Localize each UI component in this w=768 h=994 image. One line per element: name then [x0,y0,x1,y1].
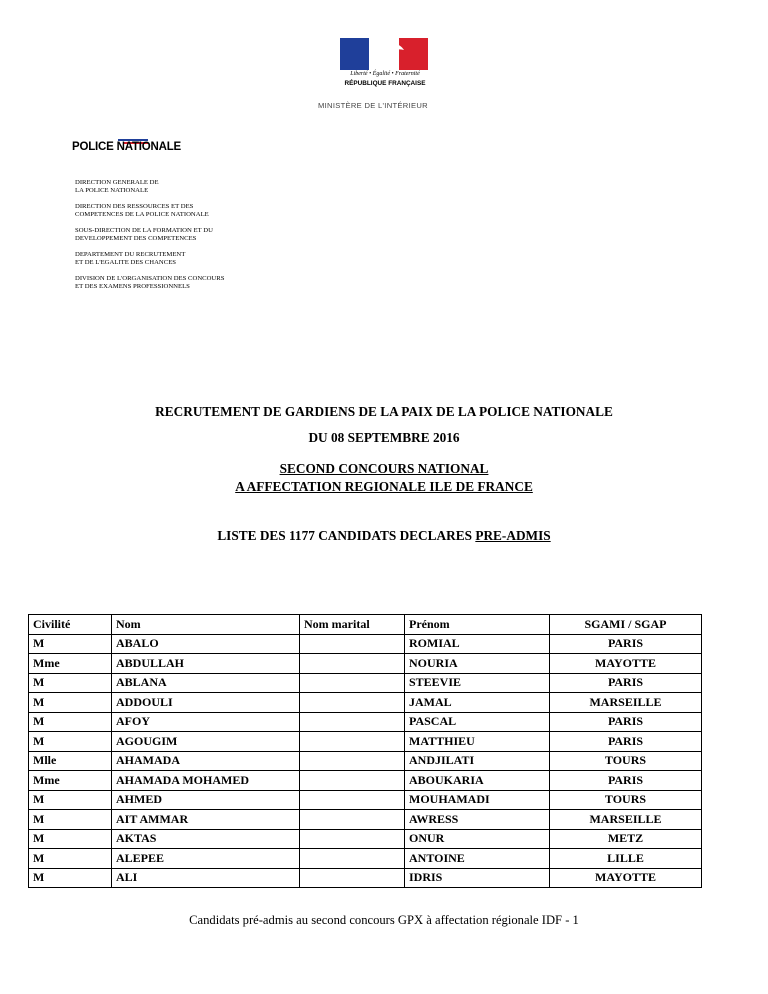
cell-civilite: M [29,712,112,732]
cell-sgami: LILLE [550,849,702,869]
cell-nom: ALEPEE [112,849,300,869]
cell-prenom: STEEVIE [405,673,550,693]
cell-prenom: ONUR [405,829,550,849]
header-civilite: Civilité [29,615,112,635]
title-line-2: DU 08 SEPTEMBRE 2016 [308,430,460,445]
candidates-table [28,614,702,888]
direction-block-4: DEPARTEMENT DU RECRUTEMENT ET DE L'EGALITE DES CHANCES [75,251,186,266]
cell-civilite: M [29,810,112,830]
table-row [29,771,702,791]
cell-civilite: M [29,868,112,888]
table-row [29,732,702,752]
direction-block-3: SOUS-DIRECTION DE LA FORMATION ET DU DEVELOPPEMENT DES COMPETENCES [75,227,213,242]
ministere-label: MINISTÈRE DE L'INTÉRIEUR [318,101,428,110]
cell-sgami: PARIS [550,673,702,693]
police-nationale-logo [72,138,192,160]
cell-nom-marital [300,790,405,810]
cell-civilite: Mme [29,771,112,791]
cell-prenom: ABOUKARIA [405,771,550,791]
liste-title: LISTE DES 1177 CANDIDATS DECLARES PRE-ADMIS [217,528,551,543]
cell-prenom: PASCAL [405,712,550,732]
cell-civilite: Mlle [29,751,112,771]
table-header-row [29,615,702,635]
cell-nom: AFOY [112,712,300,732]
cell-nom: AKTAS [112,829,300,849]
cell-sgami: PARIS [550,634,702,654]
logo-republique: RÉPUBLIQUE FRANÇAISE [344,80,426,87]
cell-nom: AGOUGIM [112,732,300,752]
table-row [29,751,702,771]
cell-civilite: M [29,673,112,693]
cell-nom-marital [300,732,405,752]
table-row [29,654,702,674]
header-sgami: SGAMI / SGAP [550,615,702,635]
cell-sgami: MARSEILLE [550,810,702,830]
table-row [29,693,702,713]
cell-prenom: NOURIA [405,654,550,674]
cell-prenom: IDRIS [405,868,550,888]
cell-nom-marital [300,849,405,869]
cell-nom: ABALO [112,634,300,654]
cell-prenom: ANTOINE [405,849,550,869]
cell-civilite: M [29,634,112,654]
cell-sgami: PARIS [550,732,702,752]
cell-civilite: M [29,732,112,752]
cell-nom: ABLANA [112,673,300,693]
cell-nom: ABDULLAH [112,654,300,674]
cell-civilite: M [29,829,112,849]
cell-sgami: METZ [550,829,702,849]
table-row [29,849,702,869]
cell-nom-marital [300,751,405,771]
cell-sgami: TOURS [550,751,702,771]
cell-nom: AIT AMMAR [112,810,300,830]
table-row [29,790,702,810]
direction-block-1: DIRECTION GENERALE DE LA POLICE NATIONALE [75,179,159,194]
concours-line-2: A AFFECTATION REGIONALE ILE DE FRANCE [235,479,533,494]
cell-prenom: JAMAL [405,693,550,713]
table-row [29,673,702,693]
cell-prenom: MOUHAMADI [405,790,550,810]
title-line-1: RECRUTEMENT DE GARDIENS DE LA PAIX DE LA POLICE NATIONALE [155,404,613,419]
cell-civilite: M [29,849,112,869]
cell-nom: ALI [112,868,300,888]
cell-sgami: MAYOTTE [550,868,702,888]
cell-nom: AHAMADA MOHAMED [112,771,300,791]
header-nom-marital: Nom marital [300,615,405,635]
page-footer: Candidats pré-admis au second concours GPX à affectation régionale IDF - 1 [189,913,579,927]
cell-nom-marital [300,771,405,791]
cell-nom-marital [300,810,405,830]
cell-prenom: MATTHIEU [405,732,550,752]
table-row [29,634,702,654]
cell-civilite: Mme [29,654,112,674]
cell-nom: AHMED [112,790,300,810]
table-row [29,810,702,830]
cell-nom-marital [300,712,405,732]
cell-civilite: M [29,790,112,810]
cell-nom-marital [300,829,405,849]
marianne-profile-icon [360,40,406,70]
cell-nom-marital [300,868,405,888]
header-nom: Nom [112,615,300,635]
cell-nom-marital [300,634,405,654]
table-row [29,829,702,849]
table-row [29,712,702,732]
header-prenom: Prénom [405,615,550,635]
direction-block-5: DIVISION DE L'ORGANISATION DES CONCOURS ET DES EXAMENS PROFESSIONNELS [75,275,225,290]
police-logo-text: POLICE NATIONALE [72,141,182,153]
cell-prenom: AWRESS [405,810,550,830]
cell-sgami: PARIS [550,771,702,791]
cell-nom-marital [300,673,405,693]
cell-nom: AHAMADA [112,751,300,771]
cell-civilite: M [29,693,112,713]
direction-block-2: DIRECTION DES RESSOURCES ET DES COMPETENCES DE LA POLICE NATIONALE [75,203,209,218]
cell-prenom: ANDJILATI [405,751,550,771]
table-row [29,868,702,888]
cell-sgami: MARSEILLE [550,693,702,713]
cell-sgami: TOURS [550,790,702,810]
tricolor-flag-icon [340,38,428,70]
cell-prenom: ROMIAL [405,634,550,654]
concours-line-1: SECOND CONCOURS NATIONAL [279,461,489,476]
cell-nom-marital [300,654,405,674]
logo-motto: Liberté • Égalité • Fraternité [350,71,420,77]
cell-sgami: MAYOTTE [550,654,702,674]
cell-nom: ADDOULI [112,693,300,713]
cell-nom-marital [300,693,405,713]
cell-sgami: PARIS [550,712,702,732]
